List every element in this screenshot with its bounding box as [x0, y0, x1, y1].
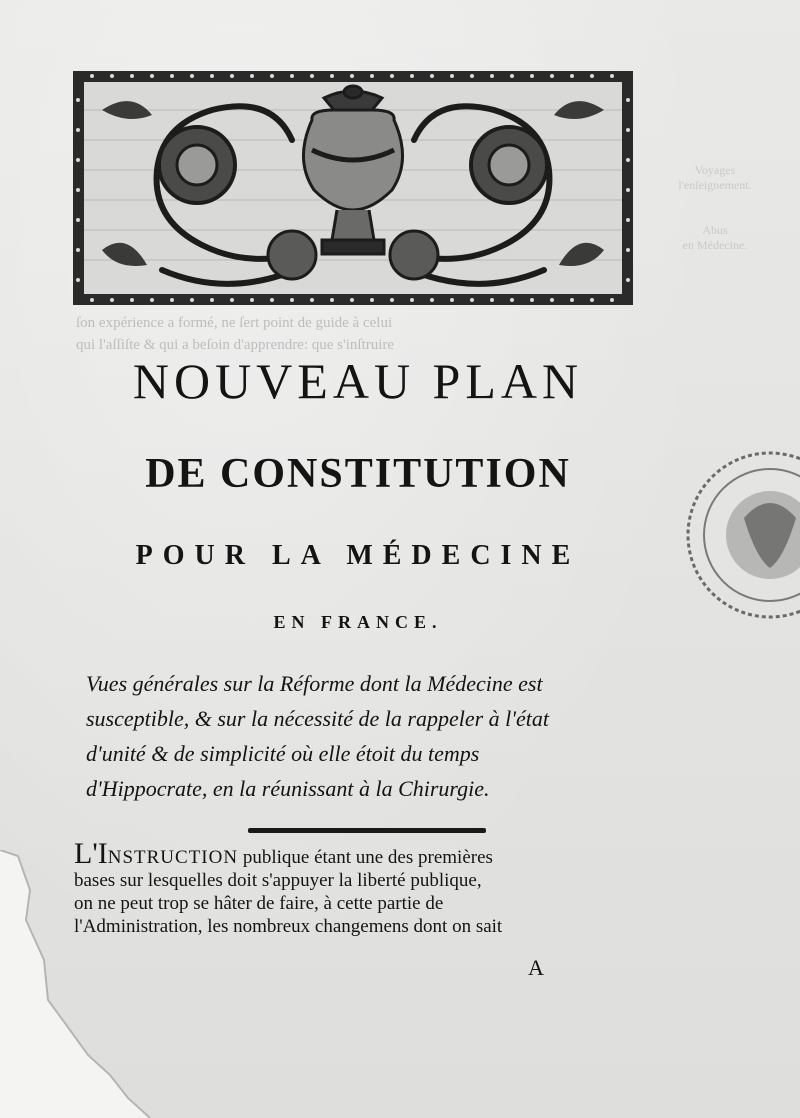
signature-mark: A [528, 955, 544, 980]
title-line-3: POUR LA MÉDECINE [135, 540, 581, 571]
show-through-text: ſon expérience a formé, ne ſert point de guide à celui qui l'aſſiſte & qui a beſoin d'apprendre: que s'inſtruire [76, 315, 395, 353]
headpiece-ornament [72, 70, 634, 306]
title-line-2: DE CONSTITUTION [145, 451, 571, 497]
library-stamp-icon [684, 428, 800, 642]
subtitle-line: d'unité & de simplicité où elle étoit du temps [86, 741, 480, 766]
small-caps-word: NSTRUCTION [107, 847, 239, 868]
subtitle [86, 666, 646, 806]
subtitle-line: susceptible, & sur la nécessité de la rappeler à l'état [86, 706, 549, 731]
subtitle-line: Vues générales sur la Réforme dont la Médecine est [86, 671, 543, 696]
body-line: on ne peut trop se hâter de faire, à cette partie de [74, 893, 444, 914]
torn-corner [0, 850, 170, 1118]
body-line-rest: publique étant une des premières [238, 847, 493, 868]
subtitle-line: d'Hippocrate, en la réunissant à la Chirurgie. [86, 776, 490, 801]
drop-cap: L'I [74, 837, 108, 870]
show-through-margin-note: Voyages l'enſeignement. Abus en Médecine. [678, 163, 752, 252]
title-line-4: EN FRANCE. [273, 612, 443, 632]
body-line: l'Administration, les nombreux changemens dont on sait [74, 916, 503, 937]
title-line-1: NOUVEAU PLAN [132, 353, 584, 409]
body-line: bases sur lesquelles doit s'appuyer la liberté publique, [74, 870, 482, 891]
section-rule [248, 828, 486, 833]
